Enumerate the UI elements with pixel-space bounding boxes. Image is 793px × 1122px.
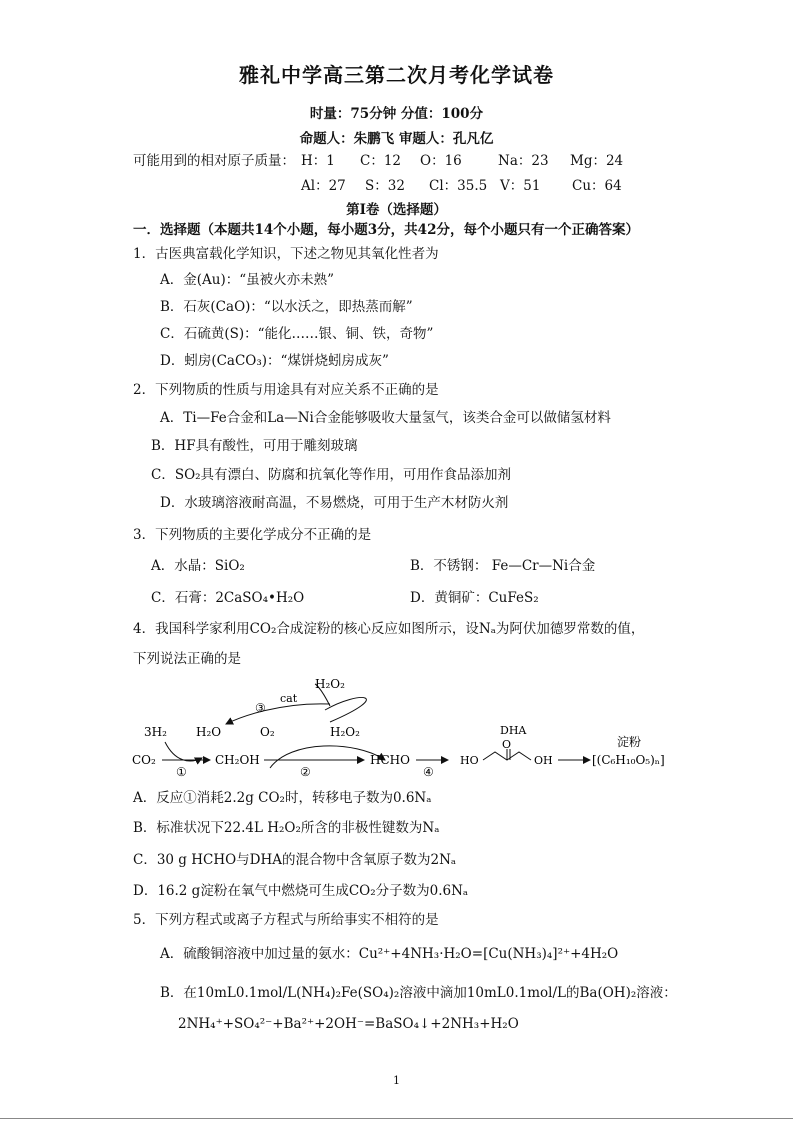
atomic-mass-item: Al：27 (301, 178, 346, 194)
q2-option-d: D．水玻璃溶液耐高温，不易燃烧，可用于生产木材防火剂 (160, 495, 509, 511)
q4-stem-line2: 下列说法正确的是 (133, 651, 241, 667)
q3-stem: 3．下列物质的主要化学成分不正确的是 (133, 527, 372, 543)
q5-stem: 5．下列方程式或离子方程式与所给事实不相符的是 (133, 912, 439, 928)
label-step1: ① (176, 765, 187, 779)
starch-synthesis-diagram (130, 672, 675, 784)
label-h2o2-top: H₂O₂ (315, 677, 345, 691)
q4-option-a: A．反应①消耗2.2g CO₂时，转移电子数为0.6Nₐ (133, 790, 432, 806)
q4-option-c: C．30 g HCHO与DHA的混合物中含氧原子数为2Nₐ (133, 852, 457, 868)
atomic-mass-item: C：12 (360, 153, 402, 169)
label-dha-o: O (502, 738, 512, 751)
atomic-mass-item: H：1 (301, 153, 335, 169)
label-cat: cat (280, 692, 298, 705)
label-3h2: 3H₂ (144, 725, 167, 739)
step3-arrow (226, 704, 330, 724)
atomic-mass-item: V：51 (500, 178, 541, 194)
label-step4: ④ (423, 765, 434, 779)
label-oh: OH (534, 754, 553, 767)
label-ch2oh: CH₂OH (215, 753, 260, 767)
q4-option-d: D．16.2 g淀粉在氧气中燃烧可生成CO₂分子数为0.6Nₐ (133, 883, 469, 899)
exam-title: 雅礼中学高三第二次月考化学试卷 (239, 63, 554, 87)
q2-option-a: A．Ti—Fe合金和La—Ni合金能够吸收大量氢气，该类合金可以做储氢材料 (160, 410, 611, 426)
q4-option-b: B．标准状况下22.4L H₂O₂所含的非极性键数为Nₐ (133, 820, 440, 836)
authors-line: 命题人：朱鹏飞 审题人：孔凡亿 (299, 131, 494, 147)
atomic-mass-item: S：32 (365, 178, 405, 194)
q2-stem: 2．下列物质的性质与用途具有对应关系不正确的是 (133, 382, 439, 398)
label-co2: CO₂ (132, 753, 156, 767)
q2-option-c: C．SO₂具有漂白、防腐和抗氧化等作用，可用作食品添加剂 (151, 467, 512, 483)
q5-option-b-equation: 2NH₄⁺+SO₄²⁻+Ba²⁺+2OH⁻=BaSO₄↓+2NH₃+H₂O (178, 1016, 519, 1032)
label-o2: O₂ (260, 725, 275, 739)
q1-option-d: D．蚓房(CaCO₃)：“煤饼烧蚓房成灰” (160, 353, 389, 369)
q1-option-a: A．金(Au)：“虽被火亦未熟” (160, 272, 335, 288)
label-step3: ③ (255, 701, 266, 715)
label-dha: DHA (500, 724, 527, 737)
q3-option-d: D．黄铜矿：CuFeS₂ (410, 590, 539, 606)
label-h2o: H₂O (196, 725, 222, 739)
step3-curve (325, 698, 366, 723)
q1-stem: 1．古医典富载化学知识，下述之物见其氧化性者为 (133, 246, 439, 262)
label-hcho: HCHO (370, 753, 410, 767)
page-bottom-divider (0, 1118, 793, 1119)
label-step2: ② (300, 765, 311, 779)
step1-curve (165, 742, 202, 761)
q5-option-b: B．在10mL0.1mol/L(NH₄)₂Fe(SO₄)₂溶液中滴加10mL0.1mol/L的Ba(OH)₂溶液： (160, 985, 677, 1001)
label-h2o2-mid: H₂O₂ (330, 725, 360, 739)
atomic-mass-label: 可能用到的相对原子质量： (133, 153, 295, 169)
label-starch: 淀粉 (617, 735, 642, 749)
atomic-mass-item: Cl：35.5 (429, 178, 488, 194)
part1-title: 第Ⅰ卷（选择题） (346, 202, 447, 218)
q3-option-a: A．水晶：SiO₂ (151, 558, 245, 574)
time-score-line: 时量：75分钟 分值：100分 (309, 106, 484, 122)
atomic-mass-item: Mg：24 (570, 153, 624, 169)
q1-option-b: B．石灰(CaO)：“以水沃之，即热蒸而解” (160, 299, 413, 315)
label-starch-formula: [(C₆H₁₀O₅)ₙ] (592, 753, 665, 767)
atomic-mass-item: O：16 (420, 153, 462, 169)
label-ho: HO (460, 754, 479, 767)
atomic-mass-item: Cu：64 (572, 178, 622, 194)
q1-option-c: C．石硫黄(S)：“能化……银、铜、铁，奇物” (160, 326, 434, 342)
q3-option-b: B．不锈钢： Fe—Cr—Ni合金 (410, 558, 596, 574)
section1-title: 一．选择题（本题共14个小题，每小题3分，共42分，每个小题只有一个正确答案） (133, 222, 639, 238)
atomic-mass-item: Na：23 (498, 153, 549, 169)
q2-option-b: B．HF具有酸性，可用于雕刻玻璃 (151, 438, 358, 454)
step2-curve (270, 746, 385, 768)
page-number: 1 (393, 1074, 400, 1087)
q3-option-c: C．石膏：2CaSO₄•H₂O (151, 590, 305, 606)
q4-stem-line1: 4．我国科学家利用CO₂合成淀粉的核心反应如图所示，设Nₐ为阿伏加德罗常数的值， (133, 621, 645, 637)
q5-option-a: A．硫酸铜溶液中加过量的氨水：Cu²⁺+4NH₃·H₂O=[Cu(NH₃)₄]²⁺+4H₂O (160, 946, 619, 962)
